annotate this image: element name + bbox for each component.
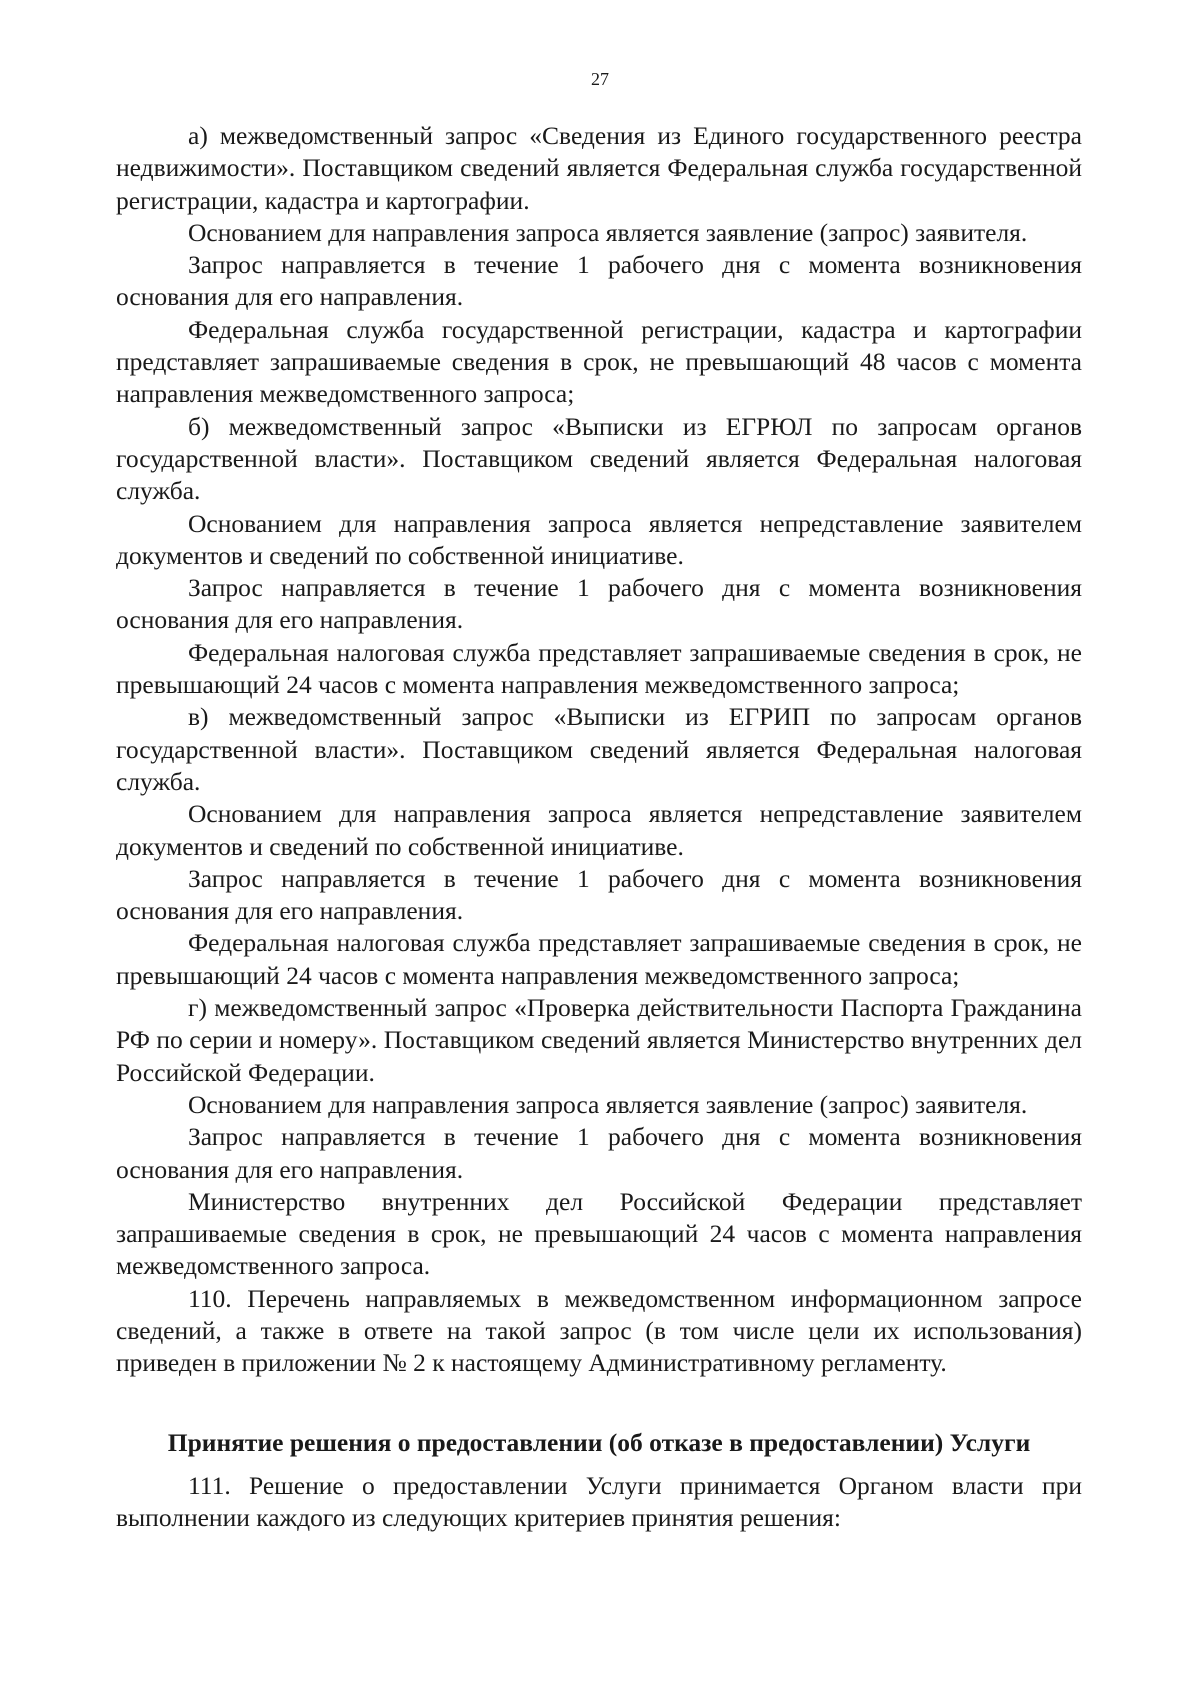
- paragraph-v-basis: Основанием для направления запроса является непредставление заявителем документов и сведений по собственной инициативе.: [116, 799, 1082, 861]
- page-number: 27: [591, 69, 609, 89]
- paragraph-111: 111. Решение о предоставлении Услуги принимается Органом власти при выполнении каждого из следующих критериев принятия решения:: [116, 1470, 1082, 1533]
- section-heading: Принятие решения о предоставлении (об отказе в предоставлении) Услуги: [167, 1427, 1031, 1457]
- paragraph-g-timing: Запрос направляется в течение 1 рабочего дня с момента возникновения основания для его направления.: [116, 1122, 1082, 1184]
- paragraph-a-timing: Запрос направляется в течение 1 рабочего дня с момента возникновения основания для его направления.: [116, 250, 1082, 312]
- paragraph-b-timing: Запрос направляется в течение 1 рабочего дня с момента возникновения основания для его направления.: [116, 573, 1082, 635]
- paragraph-a-response-term: Федеральная служба государственной регистрации, кадастра и картографии представляет запрашиваемые сведения в срок, не превышающий 48 часов с момента направления межведомственного запроса;: [116, 314, 1082, 409]
- paragraph-110: 110. Перечень направляемых в межведомственном информационном запросе сведений, а также в ответе на такой запрос (в том числе цели их использования) приведен в приложении № 2 к настоящему Административному регламенту.: [116, 1283, 1082, 1378]
- paragraph-v-egrip-request: в) межведомственный запрос «Выписки из ЕГРИП по запросам органов государственной власти». Поставщиком сведений является Федеральная налоговая служба.: [116, 702, 1082, 796]
- paragraph-v-timing: Запрос направляется в течение 1 рабочего дня с момента возникновения основания для его направления.: [116, 863, 1082, 926]
- paragraph-b-egrul-request: б) межведомственный запрос «Выписки из ЕГРЮЛ по запросам органов государственной власти». Поставщиком сведений является Федеральная налоговая служба.: [116, 411, 1082, 506]
- document-body: [116, 120, 1082, 1534]
- paragraph-b-basis: Основанием для направления запроса является непредставление заявителем документов и сведений по собственной инициативе.: [116, 508, 1082, 570]
- paragraph-a-basis: Основанием для направления запроса является заявление (запрос) заявителя.: [188, 217, 1028, 247]
- paragraph-g-response-term: Министерство внутренних дел Российской Федерации представляет запрашиваемые сведения в срок, не превышающий 24 часов с момента направления межведомственного запроса.: [116, 1186, 1082, 1281]
- paragraph-v-response-term: Федеральная налоговая служба представляет запрашиваемые сведения в срок, не превышающий 24 часов с момента направления межведомственного запроса;: [116, 928, 1082, 990]
- paragraph-g-basis: Основанием для направления запроса является заявление (запрос) заявителя.: [188, 1089, 1028, 1119]
- paragraph-b-response-term: Федеральная налоговая служба представляет запрашиваемые сведения в срок, не превышающий 24 часов с момента направления межведомственного запроса;: [116, 637, 1082, 700]
- paragraph-a-egrn-request: а) межведомственный запрос «Сведения из Единого государственного реестра недвижимости». Поставщиком сведений является Федеральная служба государственной регистрации, кадастра и картографии.: [116, 121, 1082, 215]
- paragraph-g-passport-request: г) межведомственный запрос «Проверка действительности Паспорта Гражданина РФ по серии и номеру». Поставщиком сведений является Министерство внутренних дел Российской Федерации.: [116, 993, 1082, 1087]
